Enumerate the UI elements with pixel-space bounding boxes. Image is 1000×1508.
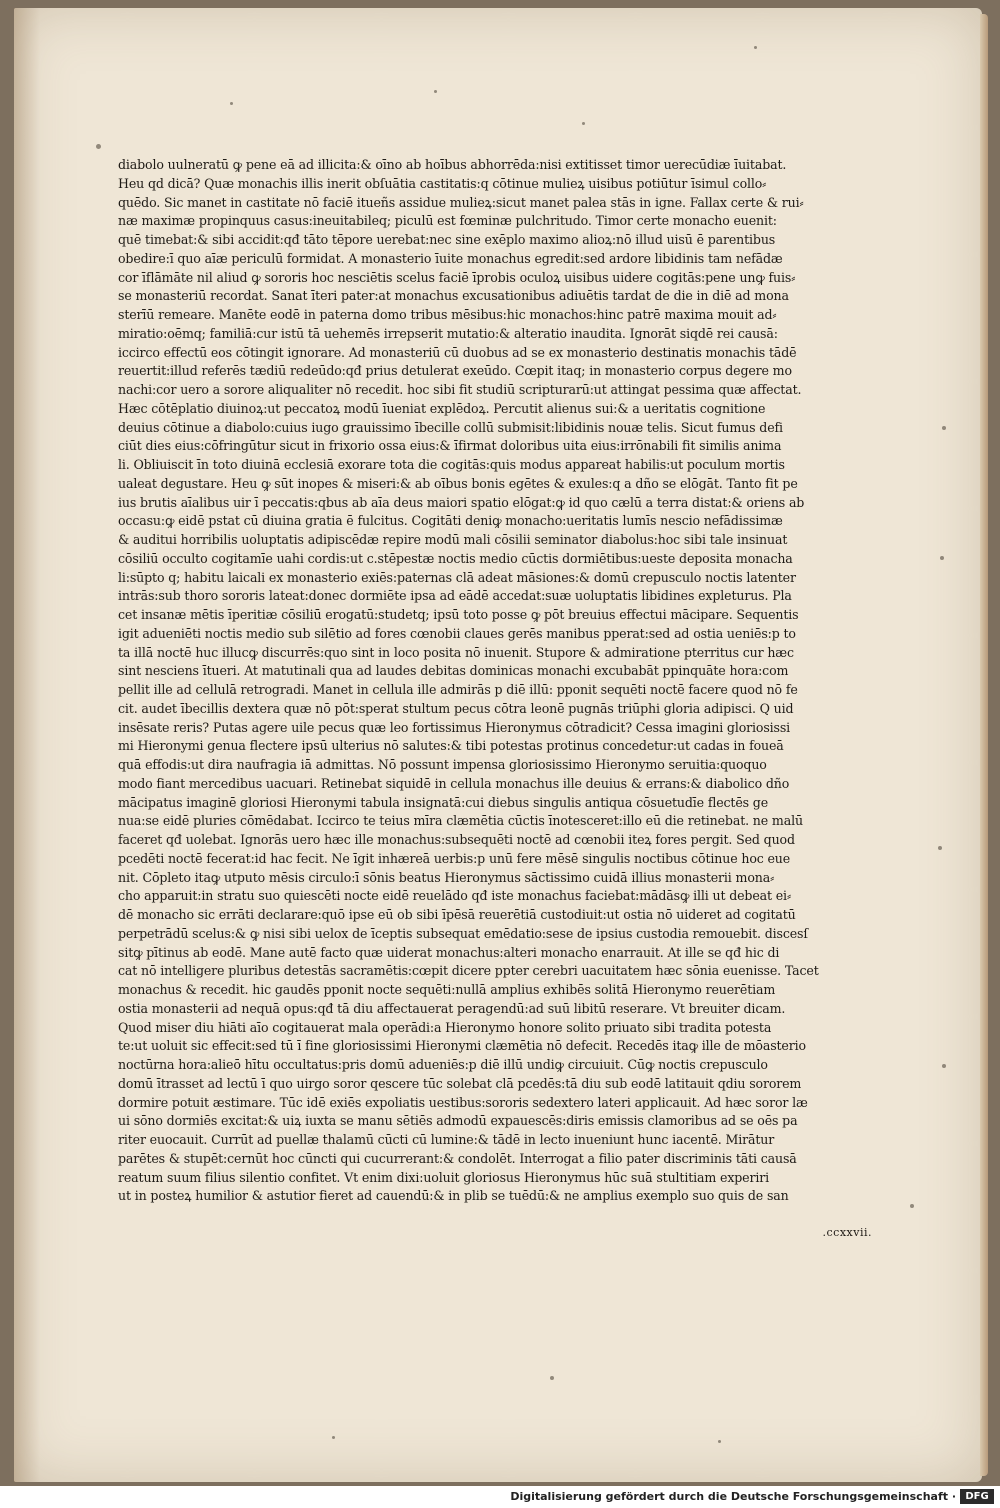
text-line: modo fiant mercedibus uacuari. Retinebat siquidē in cellula monachus ille deuius & errans:& diabolico dño (118, 775, 790, 791)
text-line: ualeat degustare. Heu ꝙ sūt inopes & miseri:& ab oībus bonis egētes & exules:q a dño se elōgāt. Tanto fit pe (118, 475, 798, 491)
text-line: Hæc cōtēplatio diuinoꝝ:ut peccatoꝝ modū īueniat explēdoꝝ. Percutit alienus sui:& a ueritatis cognitione (118, 400, 766, 416)
text-line: insēsate reris? Putas agere uile pecus quæ leo fortissimus Hieronymus cōtradicit? Cessa imagini gloriosissi (118, 719, 791, 735)
text-line: deuius cōtinue a diabolo:cuius iugo grauissimo ībecille collū submisit:libidinis nouæ telis. Sicut fumus defi (118, 419, 783, 435)
text-line: parētes & stupēt:cernūt hoc cūncti qui cucurrerant:& condolēt. Interrogat a filio pater discriminis tāti causā (118, 1150, 797, 1166)
page-fore-edge (980, 14, 988, 1476)
folio-number: .ccxxvii. (822, 1226, 872, 1239)
text-line: noctūrna hora:alieō hītu occultatus:pris domū adueniēs:p diē illū undiꝙ circuiuit. Cūꝙ noctis crepusculo (118, 1057, 768, 1072)
text-line: perpetrādū scelus:& ꝙ nisi sibi uelox de īceptis subsequat emēdatio:sese de ipsius custodia remouebit. discesſ (118, 925, 808, 941)
paper-speck (582, 122, 585, 125)
paper-speck (940, 556, 944, 560)
paper-speck (942, 426, 946, 430)
paper-speck (550, 1376, 554, 1380)
text-line: pellit ille ad cellulā retrogradi. Manet in cellula ille admirās p diē illū: pponit sequēti noctē facere quod nō fe (118, 682, 798, 697)
paper-speck (718, 1440, 721, 1443)
page-spine-shadow (14, 8, 40, 1482)
text-line: cho apparuit:in stratu suo quiescēti nocte eidē reuelādo qđ iste monachus faciebat:mādāsꝙ illi ut debeat ei⸗ (118, 888, 791, 904)
text-line: riter euocauit. Currūt ad puellæ thalamū cūcti cū lumine:& tādē in lecto inueniunt hunc iacentē. Mirātur (118, 1132, 775, 1147)
printed-text-block (118, 156, 916, 1206)
text-line: Quod miser diu hiāti aīo cogitauerat mala operādi:a Hieronymo honore solito priuato sibi tradita potesta (118, 1019, 772, 1035)
text-line: reuertit:illud referēs tædiū redeūdo:qđ prius detulerat exeūdo. Cœpit itaq; in monasterio corpus degere mo (118, 363, 792, 379)
text-line: faceret qđ uolebat. Ignorās uero hæc ille monachus:subsequēti noctē ad cœnobii iteꝝ fores pergit. Sed quod (118, 832, 795, 847)
text-line: cor īflāmāte nil aliud ꝙ sororis hoc nesciētis scelus faciē īprobis oculoꝝ uisibus uidere cogitās:pene unꝙ fuis⸗ (118, 269, 796, 285)
text-line: næ maximæ propinquus casus:ineuitabileq; piculū est fœminæ pulchritudo. Timor certe monacho euenit: (118, 213, 777, 229)
paper-speck (434, 90, 437, 93)
paper-speck (96, 144, 101, 149)
text-line: se monasteriū recordat. Sanat īteri pater:at monachus excusationibus adiuētis tardat de die in diē ad mona (118, 288, 789, 304)
text-line: iccirco effectū eos cōtingit ignorare. Ad monasteriū cū duobus ad se ex monasterio destinatis monachis tādē (118, 344, 797, 360)
text-line: dormire potuit æstimare. Tūc idē exiēs expoliatis uestibus:sororis sedextero lateri applicauit. Ad hæc soror læ (118, 1094, 808, 1110)
text-line: sterīū remeare. Manēte eodē in paterna domo tribus mēsibus:hic monachos:hinc patrē maxima mouit ad⸗ (118, 307, 777, 322)
text-line: Heu qd dicā? Quæ monachis illis inerit obſuātia castitatis:q cōtinue mulieꝝ uisibus potiūtur īsimul collo⸗ (118, 175, 767, 191)
text-line: cet insanæ mētis īperitiæ cōsiliū erogatū:studetq; ipsū toto posse ꝙ pōt breuius effectui mācipare. Sequentis (118, 607, 799, 622)
text-line: quā effodis:ut dira naufragia iā admittas. Nō possunt impensa gloriosissimo Hieronymo seruitia:quoquo (118, 757, 767, 772)
paper-speck (332, 1436, 335, 1439)
text-line: ta illā noctē huc illucꝙ discurrēs:quo sint in loco posita nō inuenit. Stupore & admiratione pterritus cur hæc (118, 644, 794, 660)
text-line: sint nesciens ītueri. At matutinali qua ad laudes debitas dominicas monachi excubabāt ppinquāte hora:com (118, 663, 789, 679)
text-line: ostia monasterii ad nequā opus:qđ tā diu affectauerat peragendū:ad suū libitū reserare. Vt breuiter dicam. (118, 1000, 786, 1016)
text-line: ius brutis aīalibus uir ī peccatis:qbus ab aīa deus maiori spatio elōgat:ꝙ id quo cælū a terra distat:& oriens ab (118, 494, 805, 510)
dfg-logo: DFG (960, 1489, 994, 1504)
text-line: cōsiliū occulto cogitamīe uahi cordis:ut c.stēpestæ noctis medio cūctis dormiētibus:ueste deposita monacha (118, 550, 793, 566)
text-line: nua:se eidē pluries cōmēdabat. Iccirco te teius mīra clæmētia cūctis īnotesceret:illo eū die retinebat. ne malū (118, 813, 803, 829)
text-line: mācipatus imaginē gloriosi Hieronymi tabula insignatā:cui diebus singulis antiqua cōsuetudīe flectēs ge (118, 794, 769, 810)
paper-speck (754, 46, 757, 49)
text-line: nachi:cor uero a sorore aliqualiter nō recedit. hoc sibi fit studiū scripturarū:ut attingat pessima quæ affectat. (118, 382, 802, 397)
text-line: li:sūpto q; habitu laicali ex monasterio exiēs:paternas clā adeat māsiones:& domū crepusculo noctis latenter (118, 569, 796, 585)
text-line: obedire:ī quo aīæ periculū formidat. A monasterio īuite monachus egredit:sed ardore libidinis tam nefādæ (118, 250, 783, 266)
paper-speck (938, 846, 942, 850)
text-line: occasu:ꝙ eidē pstat cū diuina gratia ē fulcitus. Cogitāti deniꝙ monacho:ueritatis lumīs nescio nefādissimæ (118, 513, 783, 529)
text-line: dē monacho sic errāti declarare:quō ipse eū ob sibi īpēsā reuerētiā custodiuit:ut ostia nō uideret ad cogitatū (118, 907, 796, 922)
text-line: quēdo. Sic manet in castitate nō faciē itueñs assidue mulieꝝ:sicut manet palea stās in igne. Fallax certe & rui⸗ (118, 194, 804, 210)
funding-credit: Digitalisierung gefördert durch die Deutsche Forschungsgemeinschaft · (510, 1490, 956, 1503)
text-line: igit adueniēti noctis medio sub silētio ad fores cœnobii claues gerēs manibus pperat:sed ad ostia ueniēs:p to (118, 625, 796, 641)
text-line: & auditui horribilis uoluptatis adipiscēdæ repire modū mali cōsilii seminator diabolus:hoc sibi tale insinuat (118, 532, 788, 547)
text-line: domū ītrasset ad lectū ī quo uirgo soror qescere tūc solebat clā pcedēs:tā diu sub eodē latitauit qdiu sororem (118, 1075, 802, 1091)
text-line: miratio:oēmq; familiā:cur istū tā uehemēs irrepserit mutatio:& alteratio inaudita. Ignorāt siqdē rei causā: (118, 325, 778, 341)
text-line: ut in posteꝝ humilior & astutior fieret ad cauendū:& in plib se tuēdū:& ne amplius exemplo suo quis de san (118, 1188, 789, 1204)
text-line: pcedēti noctē fecerat:id hac fecit. Ne īgit inhæreā uerbis:p unū fere mēsē singulis noctibus cōtinue hoc eue (118, 850, 791, 866)
text-line: ciūt dies eius:cōfringūtur sicut in frixorio ossa eius:& īfirmat doloribus uita eius:irrōnabili fit similis anima (118, 438, 782, 454)
text-line: sitꝙ pītinus ab eodē. Mane autē facto quæ uiderat monachus:alteri monacho enarrauit. At ille se qđ hic di (118, 944, 780, 960)
text-line: monachus & recedit. hic gaudēs pponit nocte sequēti:nullā amplius exhibēs solitā Hieronymo reuerētiam (118, 982, 776, 997)
text-line: intrās:sub thoro sororis lateat:donec dormiēte ipsa ad eādē accedat:suæ uoluptatis libidines expleturus. Pla (118, 588, 792, 604)
text-line: diabolo uulneratū ꝙ pene eā ad illicita:& oīno ab hoībus abhorrēda:nisi extitisset timor uerecūdiæ īuitabat. (118, 157, 787, 172)
paper-speck (230, 102, 233, 105)
book-page (14, 8, 982, 1482)
text-line: te:ut uoluit sic effecit:sed tū ī fine gloriosissimi Hieronymi clæmētia nō defecit. Recedēs itaꝙ ille de mōasterio (118, 1038, 806, 1054)
text-line: quē timebat:& sibi accidit:qđ tāto tēpore uerebat:nec sine exēplo maximo alioꝝ:nō illud uisū ē parentibus (118, 232, 776, 247)
text-line: mi Hieronymi genua flectere ipsū ulterius nō salutes:& tibi potestas protinus concedetur:ut cadas in foueā (118, 738, 784, 754)
digitization-footer (0, 1486, 1000, 1508)
text-line: li. Obliuiscit īn toto diuinā ecclesiā exorare tota die cogitās:quis modus appareat habilis:ut poculum mortis (118, 457, 785, 472)
text-line: cit. audet ībecillis dextera quæ nō pōt:sperat stultum pecus cōtra leonē pugnās triūphi gloria adipisci. Q uid (118, 700, 794, 716)
paper-speck (942, 1064, 946, 1068)
text-line: ui sōno dormiēs excitat:& uiꝝ iuxta se manu sētiēs admodū expauescēs:diris emissis clamoribus ad se oēs pa (118, 1113, 798, 1129)
text-line: cat nō intelligere pluribus detestās sacramētis:cœpit dicere ppter cerebri uacuitatem hæc sōnia euenisse. Tacet (118, 963, 819, 979)
text-line: nit. Cōpleto itaꝙ utputo mēsis circulo:ī sōnis beatus Hieronymus sāctissimo cuidā illius monasterii mona⸗ (118, 869, 775, 885)
text-line: reatum suum filius silentio confitet. Vt enim dixi:uoluit gloriosus Hieronymus hūc suā stultitiam experiri (118, 1169, 769, 1185)
